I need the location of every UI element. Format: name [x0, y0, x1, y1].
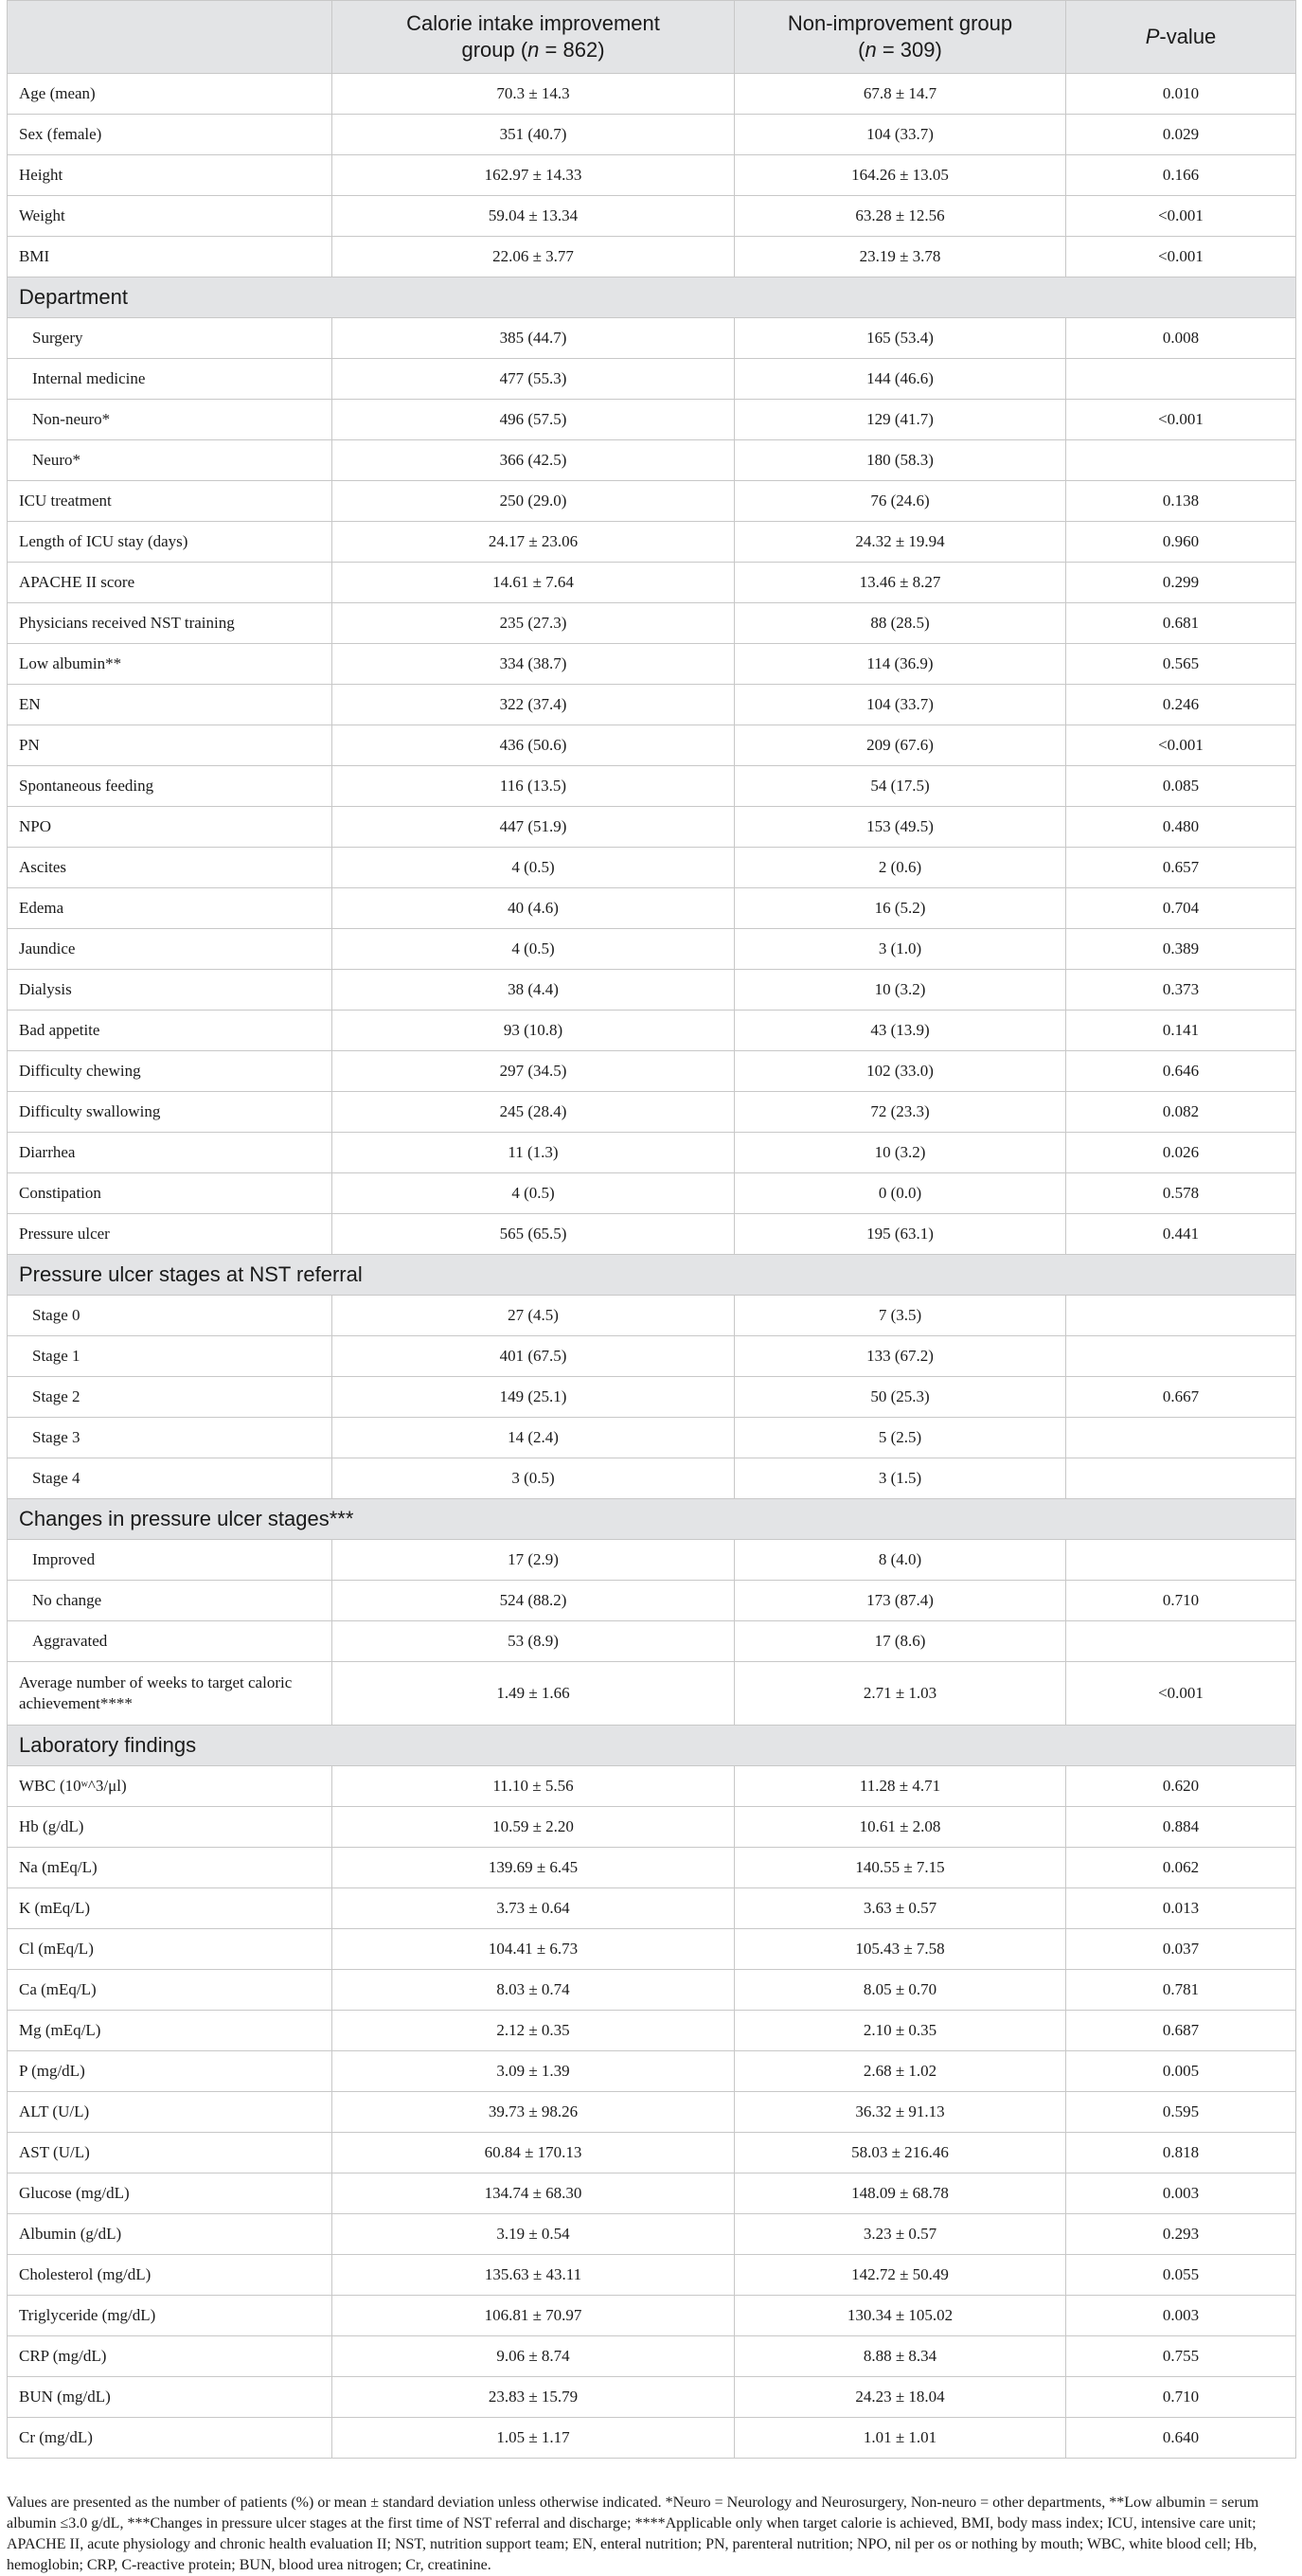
p-value: 0.246	[1066, 685, 1296, 725]
table-row	[8, 1970, 1296, 2011]
improvement-group-value: 401 (67.5)	[332, 1336, 735, 1377]
table-footnote: Values are presented as the number of patients (%) or mean ± standard deviation unless otherwise indicated. *Neuro = Neurology and Neurosurgery, Non-neuro = other departments, **Low albumin = serum albumin ≤3.0 g/dL, ***Changes in pressure ulcer stages at the first time of NST referral and discharge; ****Applicable only when target calorie is achieved, BMI, body mass index; ICU, intensive care unit; APACHE II, acute physiology and chronic health evaluation II; NST, nutrition support team; EN, enteral nutrition; PN, parenteral nutrition; NPO, nil per os or nothing by mouth; WBC, white blood cell; Hb, hemoglobin; CRP, C-reactive protein; BUN, blood urea nitrogen; Cr, creatinine.	[7, 2495, 1259, 2573]
nonimprovement-group-value: 164.26 ± 13.05	[735, 155, 1066, 196]
table-row	[8, 400, 1296, 440]
p-value: 0.640	[1066, 2418, 1296, 2459]
p-value: 0.710	[1066, 2377, 1296, 2418]
table-row	[8, 1133, 1296, 1173]
p-value: 0.480	[1066, 807, 1296, 848]
row-label: BMI	[8, 237, 332, 277]
p-value: <0.001	[1066, 237, 1296, 277]
row-label: Internal medicine	[8, 359, 332, 400]
nonimprovement-group-value: 10.61 ± 2.08	[735, 1807, 1066, 1848]
row-label: Aggravated	[8, 1621, 332, 1662]
table-row	[8, 2214, 1296, 2255]
table-row	[8, 1621, 1296, 1662]
improvement-group-value: 9.06 ± 8.74	[332, 2336, 735, 2377]
row-label: NPO	[8, 807, 332, 848]
improvement-group-value: 116 (13.5)	[332, 766, 735, 807]
row-label: BUN (mg/dL)	[8, 2377, 332, 2418]
table-row	[8, 318, 1296, 359]
nonimprovement-group-value: 133 (67.2)	[735, 1336, 1066, 1377]
improvement-group-value: 3 (0.5)	[332, 1458, 735, 1499]
table-body	[8, 74, 1296, 2459]
improvement-group-value: 11 (1.3)	[332, 1133, 735, 1173]
table-row	[8, 1662, 1296, 1726]
nonimprovement-group-value: 67.8 ± 14.7	[735, 74, 1066, 115]
p-value	[1066, 359, 1296, 400]
p-value: 0.687	[1066, 2011, 1296, 2051]
row-label: K (mEq/L)	[8, 1888, 332, 1929]
section-title: Changes in pressure ulcer stages***	[8, 1499, 1296, 1540]
row-label: Ascites	[8, 848, 332, 888]
section-header-row	[8, 1499, 1296, 1540]
nonimprovement-group-value: 3 (1.0)	[735, 929, 1066, 970]
improvement-group-value: 27 (4.5)	[332, 1296, 735, 1336]
p-value: 0.010	[1066, 74, 1296, 115]
p-value	[1066, 440, 1296, 481]
improvement-group-value: 235 (27.3)	[332, 603, 735, 644]
improvement-group-value: 436 (50.6)	[332, 725, 735, 766]
header-nonimprovement-line1: Non-improvement group	[787, 11, 1013, 35]
improvement-group-value: 139.69 ± 6.45	[332, 1848, 735, 1888]
improvement-group-value: 23.83 ± 15.79	[332, 2377, 735, 2418]
nonimprovement-group-value: 153 (49.5)	[735, 807, 1066, 848]
nonimprovement-group-value: 13.46 ± 8.27	[735, 563, 1066, 603]
header-p-var: P	[1145, 25, 1160, 48]
table-row	[8, 1929, 1296, 1970]
table-row	[8, 766, 1296, 807]
row-label: AST (U/L)	[8, 2133, 332, 2174]
table-row	[8, 888, 1296, 929]
improvement-group-value: 1.05 ± 1.17	[332, 2418, 735, 2459]
p-value: 0.960	[1066, 522, 1296, 563]
row-label: Physicians received NST training	[8, 603, 332, 644]
nonimprovement-group-value: 142.72 ± 50.49	[735, 2255, 1066, 2296]
p-value: 0.055	[1066, 2255, 1296, 2296]
nonimprovement-group-value: 3.23 ± 0.57	[735, 2214, 1066, 2255]
nonimprovement-group-value: 195 (63.1)	[735, 1214, 1066, 1255]
nonimprovement-group-value: 114 (36.9)	[735, 644, 1066, 685]
table-row	[8, 440, 1296, 481]
p-value: 0.755	[1066, 2336, 1296, 2377]
table-row	[8, 1418, 1296, 1458]
row-label: Spontaneous feeding	[8, 766, 332, 807]
nonimprovement-group-value: 148.09 ± 68.78	[735, 2174, 1066, 2214]
nonimprovement-group-value: 24.32 ± 19.94	[735, 522, 1066, 563]
improvement-group-value: 17 (2.9)	[332, 1540, 735, 1581]
section-title: Department	[8, 277, 1296, 318]
row-label: P (mg/dL)	[8, 2051, 332, 2092]
improvement-group-value: 53 (8.9)	[332, 1621, 735, 1662]
row-label: Mg (mEq/L)	[8, 2011, 332, 2051]
table-row	[8, 1848, 1296, 1888]
header-nonimprovement-n-var: n	[865, 38, 877, 62]
nonimprovement-group-value: 130.34 ± 105.02	[735, 2296, 1066, 2336]
row-label: Non-neuro*	[8, 400, 332, 440]
p-value: 0.141	[1066, 1011, 1296, 1051]
improvement-group-value: 70.3 ± 14.3	[332, 74, 735, 115]
improvement-group-value: 3.09 ± 1.39	[332, 2051, 735, 2092]
p-value: 0.441	[1066, 1214, 1296, 1255]
p-value: 0.003	[1066, 2296, 1296, 2336]
table-row	[8, 1888, 1296, 1929]
row-label: Average number of weeks to target caloric achievement****	[8, 1662, 332, 1726]
p-value: 0.620	[1066, 1766, 1296, 1807]
p-value: 0.646	[1066, 1051, 1296, 1092]
table-header-row	[8, 1, 1296, 74]
header-blank-cell	[8, 1, 332, 74]
p-value: 0.710	[1066, 1581, 1296, 1621]
table-row	[8, 603, 1296, 644]
nonimprovement-group-value: 102 (33.0)	[735, 1051, 1066, 1092]
p-value: <0.001	[1066, 1662, 1296, 1726]
table-row	[8, 1173, 1296, 1214]
row-label: CRP (mg/dL)	[8, 2336, 332, 2377]
nonimprovement-group-value: 16 (5.2)	[735, 888, 1066, 929]
header-p-rest: -value	[1159, 25, 1217, 48]
table-row	[8, 807, 1296, 848]
p-value: 0.681	[1066, 603, 1296, 644]
improvement-group-value: 38 (4.4)	[332, 970, 735, 1011]
table-row	[8, 1458, 1296, 1499]
row-label: Constipation	[8, 1173, 332, 1214]
table-row	[8, 1581, 1296, 1621]
improvement-group-value: 4 (0.5)	[332, 1173, 735, 1214]
nonimprovement-group-value: 5 (2.5)	[735, 1418, 1066, 1458]
nonimprovement-group-value: 0 (0.0)	[735, 1173, 1066, 1214]
table-row	[8, 1011, 1296, 1051]
row-label: WBC (10ʷ^3/μl)	[8, 1766, 332, 1807]
nonimprovement-group-value: 105.43 ± 7.58	[735, 1929, 1066, 1970]
p-value: 0.818	[1066, 2133, 1296, 2174]
improvement-group-value: 2.12 ± 0.35	[332, 2011, 735, 2051]
improvement-group-value: 162.97 ± 14.33	[332, 155, 735, 196]
p-value: 0.037	[1066, 1929, 1296, 1970]
table-row	[8, 1296, 1296, 1336]
header-improvement-line1: Calorie intake improvement	[406, 11, 660, 35]
nonimprovement-group-value: 144 (46.6)	[735, 359, 1066, 400]
improvement-group-value: 22.06 ± 3.77	[332, 237, 735, 277]
table-row	[8, 1377, 1296, 1418]
p-value: 0.008	[1066, 318, 1296, 359]
row-label: Cl (mEq/L)	[8, 1929, 332, 1970]
improvement-group-value: 447 (51.9)	[332, 807, 735, 848]
p-value: 0.595	[1066, 2092, 1296, 2133]
row-label: Stage 0	[8, 1296, 332, 1336]
table-row	[8, 685, 1296, 725]
nonimprovement-group-value: 88 (28.5)	[735, 603, 1066, 644]
improvement-group-value: 14.61 ± 7.64	[332, 563, 735, 603]
table-row	[8, 644, 1296, 685]
improvement-group-value: 11.10 ± 5.56	[332, 1766, 735, 1807]
row-label: Dialysis	[8, 970, 332, 1011]
row-label: Difficulty chewing	[8, 1051, 332, 1092]
table-row	[8, 2377, 1296, 2418]
nonimprovement-group-value: 2.10 ± 0.35	[735, 2011, 1066, 2051]
p-value: 0.667	[1066, 1377, 1296, 1418]
row-label: Stage 3	[8, 1418, 332, 1458]
row-label: Glucose (mg/dL)	[8, 2174, 332, 2214]
nonimprovement-group-value: 8.88 ± 8.34	[735, 2336, 1066, 2377]
p-value: <0.001	[1066, 725, 1296, 766]
row-label: ICU treatment	[8, 481, 332, 522]
header-p-value	[1066, 1, 1296, 74]
table-row	[8, 725, 1296, 766]
row-label: Triglyceride (mg/dL)	[8, 2296, 332, 2336]
nonimprovement-group-value: 180 (58.3)	[735, 440, 1066, 481]
row-label: Diarrhea	[8, 1133, 332, 1173]
p-value: 0.138	[1066, 481, 1296, 522]
p-value: 0.082	[1066, 1092, 1296, 1133]
row-label: APACHE II score	[8, 563, 332, 603]
improvement-group-value: 245 (28.4)	[332, 1092, 735, 1133]
row-label: Length of ICU stay (days)	[8, 522, 332, 563]
row-label: Albumin (g/dL)	[8, 2214, 332, 2255]
table-row	[8, 2011, 1296, 2051]
improvement-group-value: 366 (42.5)	[332, 440, 735, 481]
nonimprovement-group-value: 173 (87.4)	[735, 1581, 1066, 1621]
improvement-group-value: 322 (37.4)	[332, 685, 735, 725]
p-value: 0.293	[1066, 2214, 1296, 2255]
improvement-group-value: 135.63 ± 43.11	[332, 2255, 735, 2296]
row-label: Cr (mg/dL)	[8, 2418, 332, 2459]
p-value: 0.166	[1066, 155, 1296, 196]
improvement-group-value: 93 (10.8)	[332, 1011, 735, 1051]
p-value: 0.029	[1066, 115, 1296, 155]
table-row	[8, 155, 1296, 196]
nonimprovement-group-value: 10 (3.2)	[735, 970, 1066, 1011]
improvement-group-value: 24.17 ± 23.06	[332, 522, 735, 563]
table-row	[8, 1807, 1296, 1848]
table-row	[8, 1214, 1296, 1255]
table-row	[8, 848, 1296, 888]
nonimprovement-group-value: 24.23 ± 18.04	[735, 2377, 1066, 2418]
row-label: Low albumin**	[8, 644, 332, 685]
p-value	[1066, 1621, 1296, 1662]
row-label: Jaundice	[8, 929, 332, 970]
p-value: <0.001	[1066, 196, 1296, 237]
p-value: 0.565	[1066, 644, 1296, 685]
improvement-group-value: 334 (38.7)	[332, 644, 735, 685]
p-value	[1066, 1296, 1296, 1336]
nonimprovement-group-value: 10 (3.2)	[735, 1133, 1066, 1173]
p-value: 0.781	[1066, 1970, 1296, 2011]
nonimprovement-group-value: 2.68 ± 1.02	[735, 2051, 1066, 2092]
p-value: 0.085	[1066, 766, 1296, 807]
nonimprovement-group-value: 140.55 ± 7.15	[735, 1848, 1066, 1888]
row-label: Stage 4	[8, 1458, 332, 1499]
nonimprovement-group-value: 58.03 ± 216.46	[735, 2133, 1066, 2174]
header-improvement-n-val: = 862)	[539, 38, 605, 62]
table-row	[8, 74, 1296, 115]
p-value: <0.001	[1066, 400, 1296, 440]
row-label: Pressure ulcer	[8, 1214, 332, 1255]
improvement-group-value: 297 (34.5)	[332, 1051, 735, 1092]
row-label: ALT (U/L)	[8, 2092, 332, 2133]
row-label: Bad appetite	[8, 1011, 332, 1051]
section-header-row	[8, 1255, 1296, 1296]
table-row	[8, 970, 1296, 1011]
table-row	[8, 2255, 1296, 2296]
table-row	[8, 2296, 1296, 2336]
improvement-group-value: 1.49 ± 1.66	[332, 1662, 735, 1726]
nonimprovement-group-value: 36.32 ± 91.13	[735, 2092, 1066, 2133]
p-value: 0.005	[1066, 2051, 1296, 2092]
p-value	[1066, 1458, 1296, 1499]
row-label: Improved	[8, 1540, 332, 1581]
section-header-row	[8, 1726, 1296, 1766]
nonimprovement-group-value: 2 (0.6)	[735, 848, 1066, 888]
table-row	[8, 563, 1296, 603]
improvement-group-value: 39.73 ± 98.26	[332, 2092, 735, 2133]
improvement-group-value: 60.84 ± 170.13	[332, 2133, 735, 2174]
p-value: 0.013	[1066, 1888, 1296, 1929]
table-row	[8, 2336, 1296, 2377]
p-value: 0.003	[1066, 2174, 1296, 2214]
improvement-group-value: 134.74 ± 68.30	[332, 2174, 735, 2214]
table-row	[8, 481, 1296, 522]
row-label: Cholesterol (mg/dL)	[8, 2255, 332, 2296]
section-title: Pressure ulcer stages at NST referral	[8, 1255, 1296, 1296]
header-nonimprovement-n-val: = 309)	[876, 38, 942, 62]
p-value	[1066, 1336, 1296, 1377]
p-value: 0.578	[1066, 1173, 1296, 1214]
improvement-group-value: 149 (25.1)	[332, 1377, 735, 1418]
p-value	[1066, 1418, 1296, 1458]
improvement-group-value: 104.41 ± 6.73	[332, 1929, 735, 1970]
header-improvement-n-var: n	[527, 38, 540, 62]
table-row	[8, 1766, 1296, 1807]
improvement-group-value: 496 (57.5)	[332, 400, 735, 440]
nonimprovement-group-value: 3 (1.5)	[735, 1458, 1066, 1499]
table-row	[8, 2051, 1296, 2092]
nonimprovement-group-value: 104 (33.7)	[735, 685, 1066, 725]
improvement-group-value: 8.03 ± 0.74	[332, 1970, 735, 2011]
nonimprovement-group-value: 23.19 ± 3.78	[735, 237, 1066, 277]
table-row	[8, 196, 1296, 237]
nonimprovement-group-value: 209 (67.6)	[735, 725, 1066, 766]
table-row	[8, 1336, 1296, 1377]
improvement-group-value: 477 (55.3)	[332, 359, 735, 400]
row-label: Difficulty swallowing	[8, 1092, 332, 1133]
table-row	[8, 929, 1296, 970]
improvement-group-value: 351 (40.7)	[332, 115, 735, 155]
improvement-group-value: 4 (0.5)	[332, 929, 735, 970]
improvement-group-value: 250 (29.0)	[332, 481, 735, 522]
header-improvement-group	[332, 1, 735, 74]
improvement-group-value: 3.73 ± 0.64	[332, 1888, 735, 1929]
nonimprovement-group-value: 43 (13.9)	[735, 1011, 1066, 1051]
header-nonimprovement-line2-pre: (	[858, 38, 865, 62]
p-value: 0.884	[1066, 1807, 1296, 1848]
row-label: Height	[8, 155, 332, 196]
section-title: Laboratory findings	[8, 1726, 1296, 1766]
row-label: Na (mEq/L)	[8, 1848, 332, 1888]
nonimprovement-group-value: 50 (25.3)	[735, 1377, 1066, 1418]
table-row	[8, 2174, 1296, 2214]
nonimprovement-group-value: 8.05 ± 0.70	[735, 1970, 1066, 2011]
nonimprovement-group-value: 8 (4.0)	[735, 1540, 1066, 1581]
improvement-group-value: 524 (88.2)	[332, 1581, 735, 1621]
header-nonimprovement-group	[735, 1, 1066, 74]
p-value: 0.062	[1066, 1848, 1296, 1888]
table-row	[8, 115, 1296, 155]
improvement-group-value: 565 (65.5)	[332, 1214, 735, 1255]
row-label: Edema	[8, 888, 332, 929]
table-row	[8, 2133, 1296, 2174]
p-value: 0.026	[1066, 1133, 1296, 1173]
row-label: Age (mean)	[8, 74, 332, 115]
improvement-group-value: 14 (2.4)	[332, 1418, 735, 1458]
row-label: Neuro*	[8, 440, 332, 481]
p-value: 0.373	[1066, 970, 1296, 1011]
data-table	[7, 0, 1296, 2459]
row-label: Ca (mEq/L)	[8, 1970, 332, 2011]
row-label: Surgery	[8, 318, 332, 359]
improvement-group-value: 10.59 ± 2.20	[332, 1807, 735, 1848]
table-row	[8, 1051, 1296, 1092]
table-row	[8, 1092, 1296, 1133]
row-label: Hb (g/dL)	[8, 1807, 332, 1848]
table-row	[8, 237, 1296, 277]
row-label: Weight	[8, 196, 332, 237]
row-label: No change	[8, 1581, 332, 1621]
nonimprovement-group-value: 1.01 ± 1.01	[735, 2418, 1066, 2459]
p-value: 0.704	[1066, 888, 1296, 929]
improvement-group-value: 59.04 ± 13.34	[332, 196, 735, 237]
row-label: Stage 2	[8, 1377, 332, 1418]
section-header-row	[8, 277, 1296, 318]
p-value	[1066, 1540, 1296, 1581]
table-row	[8, 359, 1296, 400]
improvement-group-value: 385 (44.7)	[332, 318, 735, 359]
nonimprovement-group-value: 2.71 ± 1.03	[735, 1662, 1066, 1726]
nonimprovement-group-value: 17 (8.6)	[735, 1621, 1066, 1662]
table-row	[8, 2418, 1296, 2459]
nonimprovement-group-value: 165 (53.4)	[735, 318, 1066, 359]
table-row	[8, 2092, 1296, 2133]
improvement-group-value: 40 (4.6)	[332, 888, 735, 929]
nonimprovement-group-value: 7 (3.5)	[735, 1296, 1066, 1336]
p-value: 0.389	[1066, 929, 1296, 970]
nonimprovement-group-value: 72 (23.3)	[735, 1092, 1066, 1133]
nonimprovement-group-value: 104 (33.7)	[735, 115, 1066, 155]
improvement-group-value: 4 (0.5)	[332, 848, 735, 888]
improvement-group-value: 106.81 ± 70.97	[332, 2296, 735, 2336]
nonimprovement-group-value: 63.28 ± 12.56	[735, 196, 1066, 237]
nonimprovement-group-value: 54 (17.5)	[735, 766, 1066, 807]
nonimprovement-group-value: 11.28 ± 4.71	[735, 1766, 1066, 1807]
row-label: Sex (female)	[8, 115, 332, 155]
table-row	[8, 1540, 1296, 1581]
row-label: EN	[8, 685, 332, 725]
improvement-group-value: 3.19 ± 0.54	[332, 2214, 735, 2255]
row-label: PN	[8, 725, 332, 766]
nonimprovement-group-value: 76 (24.6)	[735, 481, 1066, 522]
header-improvement-line2-pre: group (	[461, 38, 528, 62]
table-row	[8, 522, 1296, 563]
p-value: 0.657	[1066, 848, 1296, 888]
nonimprovement-group-value: 129 (41.7)	[735, 400, 1066, 440]
row-label: Stage 1	[8, 1336, 332, 1377]
nonimprovement-group-value: 3.63 ± 0.57	[735, 1888, 1066, 1929]
p-value: 0.299	[1066, 563, 1296, 603]
